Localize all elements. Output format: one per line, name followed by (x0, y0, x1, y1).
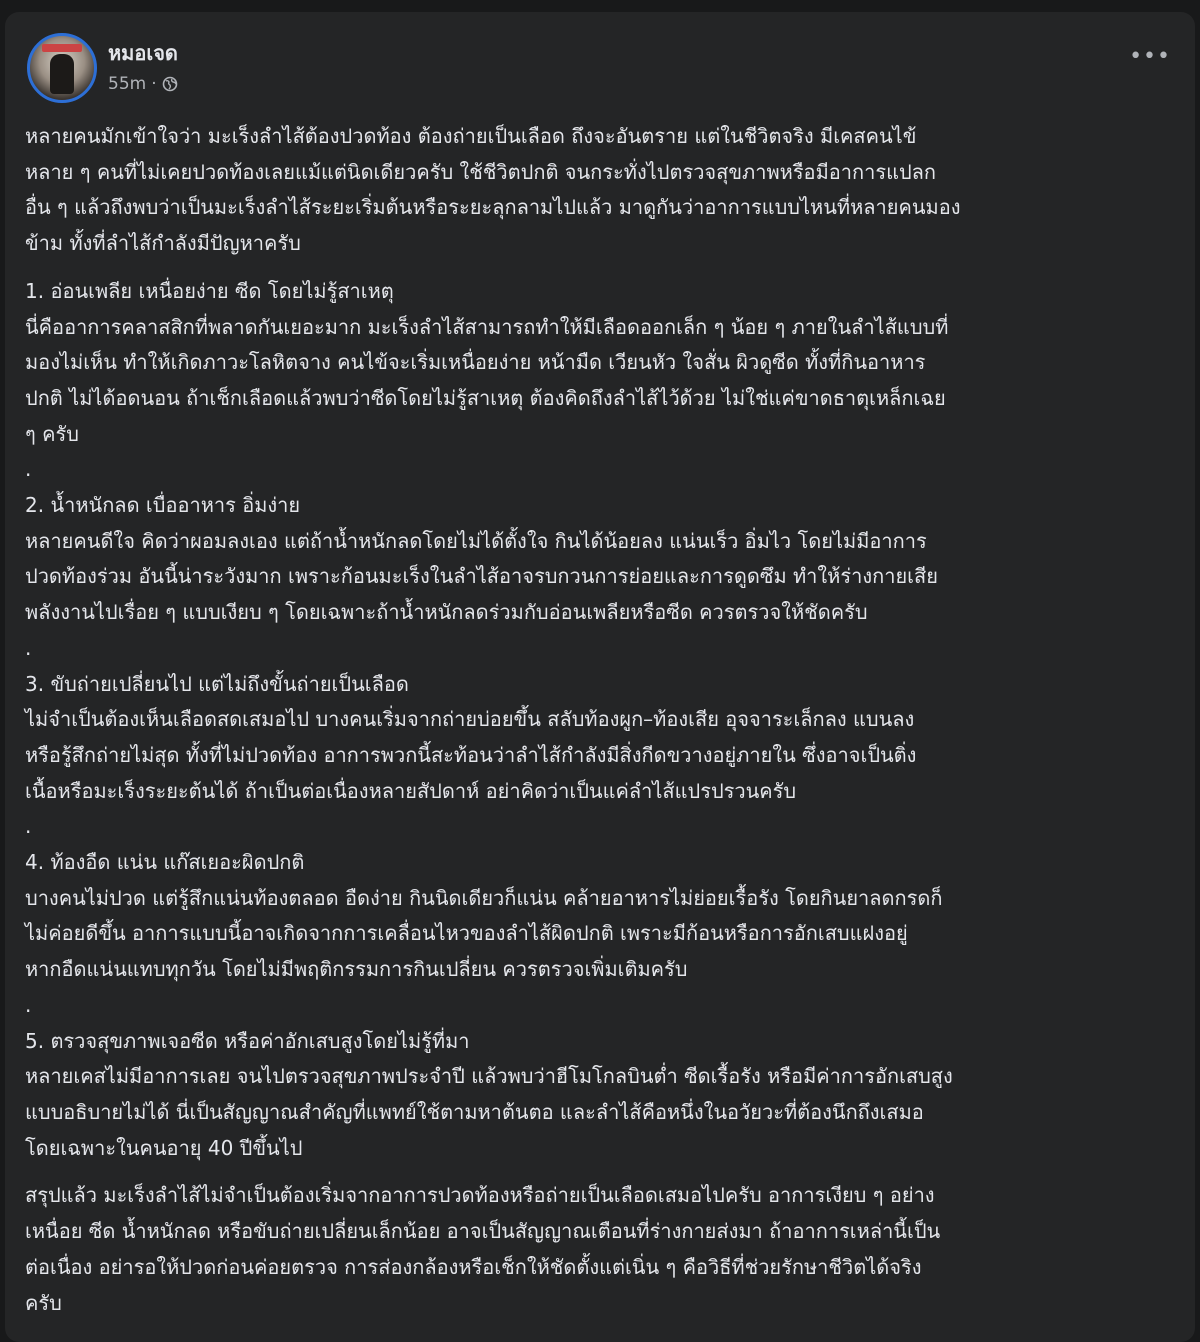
post-text-line: . (25, 814, 32, 839)
avatar-figure-graphic (50, 54, 74, 94)
post-text-line: ปวดท้องร่วม อันนี้น่าระวังมาก เพราะก้อนมะเร็งในลำไส้อาจรบกวนการย่อยและการดูดซึม ทำให้ร่างกายเสีย (25, 564, 938, 589)
post-text-line: สรุปแล้ว มะเร็งลำไส้ไม่จำเป็นต้องเริ่มจากอาการปวดท้องหรือถ่ายเป็นเลือดเสมอไปครับ อาการเงียบ ๆ อย่าง (25, 1183, 935, 1208)
post-text-line: 3. ขับถ่ายเปลี่ยนไป แต่ไม่ถึงขั้นถ่ายเป็นเลือด (25, 671, 409, 696)
post-text-line: พลังงานไปเรื่อย ๆ แบบเงียบ ๆ โดยเฉพาะถ้าน้ำหนักลดร่วมกับอ่อนเพลียหรือซีด ควรตรวจให้ชัดครับ (25, 600, 868, 625)
post-text-line: แบบอธิบายไม่ได้ นี่เป็นสัญญาณสำคัญที่แพทย์ใช้ตามหาต้นตอ และลำไส้คือหนึ่งในอวัยวะที่ต้องนึกถึงเสมอ (25, 1099, 924, 1124)
meta-separator: · (151, 74, 157, 94)
post-text-line: หลายเคสไม่มีอาการเลย จนไปตรวจสุขภาพประจำปี แล้วพบว่าฮีโมโกลบินต่ำ ซีดเรื้อรัง หรือมีค่าการอักเสบสูง (25, 1064, 953, 1089)
post-meta (108, 74, 178, 94)
post-text-line: 5. ตรวจสุขภาพเจอซีด หรือค่าอักเสบสูงโดยไม่รู้ที่มา (25, 1028, 470, 1053)
post-text-line: หากอืดแน่นแทบทุกวัน โดยไม่มีพฤติกรรมการกินเปลี่ยน ควรตรวจเพิ่มเติมครับ (25, 957, 688, 982)
post-text-line: 2. น้ำหนักลด เบื่ออาหาร อิ่มง่าย (25, 493, 301, 518)
post-text-line: หลายคนมักเข้าใจว่า มะเร็งลำไส้ต้องปวดท้อง ต้องถ่ายเป็นเลือด ถึงจะอันตราย แต่ในชีวิตจริง มีเคสคนไข้ (25, 124, 917, 148)
post-text-line: . (25, 992, 32, 1017)
author-avatar[interactable] (27, 33, 97, 103)
post-paragraph (25, 274, 1185, 1167)
avatar-sign-graphic (42, 44, 82, 52)
post-text-line: ข้าม ทั้งที่ลำไส้กำลังมีปัญหาครับ (25, 231, 301, 256)
post-text-line: โดยเฉพาะในคนอายุ 40 ปีขึ้นไป (25, 1135, 303, 1160)
post-text-line: เนื้อหรือมะเร็งระยะต้นได้ ถ้าเป็นต่อเนื่องหลายสัปดาห์ อย่าคิดว่าเป็นแค่ลำไส้แปรปรวนครับ (25, 778, 797, 803)
post-text-line: หลายคนดีใจ คิดว่าผอมลงเอง แต่ถ้าน้ำหนักลดโดยไม่ได้ตั้งใจ กินได้น้อยลง แน่นเร็ว อิ่มไว โดยไม่มีอาการ (25, 528, 927, 553)
post-text-line: เหนื่อย ซีด น้ำหนักลด หรือขับถ่ายเปลี่ยนเล็กน้อย อาจเป็นสัญญาณเตือนที่ร่างกายส่งมา ถ้าอาการเหล่านี้เป็น (25, 1219, 941, 1244)
more-options-button[interactable]: ••• (1129, 44, 1171, 69)
post-text-line: ครับ (25, 1290, 62, 1315)
post-text-line: . (25, 457, 32, 482)
post-text-line: บางคนไม่ปวด แต่รู้สึกแน่นท้องตลอด อืดง่าย กินนิดเดียวก็แน่น คล้ายอาหารไม่ย่อยเรื้อรัง โดยกินยาลดกรดก็ (25, 885, 943, 910)
post-text-line: 1. อ่อนเพลีย เหนื่อยง่าย ซีด โดยไม่รู้สาเหตุ (25, 278, 394, 303)
post-body (25, 119, 1185, 1333)
post-timestamp[interactable]: 55m (108, 74, 147, 94)
post-text-line: ๆ ครับ (25, 421, 79, 446)
post-paragraph (25, 1178, 1185, 1321)
post-text-line: ไม่ค่อยดีขึ้น อาการแบบนี้อาจเกิดจากการเคลื่อนไหวของลำไส้ผิดปกติ เพราะมีก้อนหรือการอักเสบแฝงอยู่ (25, 921, 908, 946)
post-text-line: ต่อเนื่อง อย่ารอให้ปวดก่อนค่อยตรวจ การส่องกล้องหรือเช็กให้ชัดตั้งแต่เนิ่น ๆ คือวิธีที่ช่วยรักษาชีวิตได้จริง (25, 1254, 922, 1279)
post-text-line: หรือรู้สึกถ่ายไม่สุด ทั้งที่ไม่ปวดท้อง อาการพวกนี้สะท้อนว่าลำไส้กำลังมีสิ่งกีดขวางอยู่ภายใน ซึ่งอาจเป็นติ่ง (25, 742, 917, 767)
post-card (5, 12, 1195, 1342)
post-text-line: หลาย ๆ คนที่ไม่เคยปวดท้องเลยแม้แต่นิดเดียวครับ ใช้ชีวิตปกติ จนกระทั่งไปตรวจสุขภาพหรือมีอาการแปลก (25, 159, 937, 184)
post-text-line: 4. ท้องอืด แน่น แก๊สเยอะผิดปกติ (25, 850, 305, 875)
post-text-line: . (25, 635, 32, 660)
post-text-line: นี่คืออาการคลาสสิกที่พลาดกันเยอะมาก มะเร็งลำไส้สามารถทำให้มีเลือดออกเล็ก ๆ น้อย ๆ ภายในลำไส้แบบที่ (25, 314, 949, 339)
post-text-line: ไม่จำเป็นต้องเห็นเลือดสดเสมอไป บางคนเริ่มจากถ่ายบ่อยขึ้น สลับท้องผูก–ท้องเสีย อุจจาระเล็กลง แบนลง (25, 707, 915, 732)
author-name[interactable]: หมอเจด (108, 41, 178, 65)
globe-icon (162, 76, 178, 92)
post-text-line: อื่น ๆ แล้วถึงพบว่าเป็นมะเร็งลำไส้ระยะเริ่มต้นหรือระยะลุกลามไปแล้ว มาดูกันว่าอาการแบบไหนที่หลายคนมอง (25, 195, 961, 220)
post-text-line: มองไม่เห็น ทำให้เกิดภาวะโลหิตจาง คนไข้จะเริ่มเหนื่อยง่าย หน้ามืด เวียนหัว ใจสั่น ผิวดูซีด ทั้งที่กินอาหาร (25, 350, 926, 375)
post-paragraph (25, 119, 1185, 262)
post-text-line: ปกติ ไม่ได้อดนอน ถ้าเช็กเลือดแล้วพบว่าซีดโดยไม่รู้สาเหตุ ต้องคิดถึงลำไส้ไว้ด้วย ไม่ใช่แค่ขาดธาตุเหล็กเฉย (25, 385, 946, 410)
